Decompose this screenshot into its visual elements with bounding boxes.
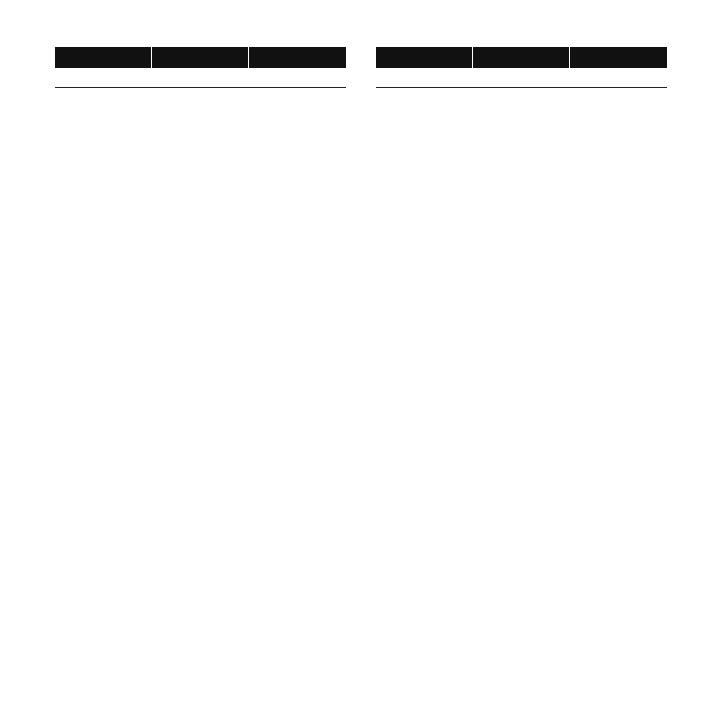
group-28f-header [151,47,249,68]
freeze-table-left [55,47,346,88]
temperature-header [55,47,151,68]
group-32f-header [570,47,668,68]
avg-column-header [200,68,249,88]
freeze-table-right [376,47,667,88]
subheader-row [55,68,346,88]
freeze-table [55,47,346,88]
avg-column-header [521,68,570,88]
year-2017-column-header [249,68,298,88]
group-28f-header [472,47,570,68]
year-2017-column-header [472,68,521,88]
header-row [376,47,667,68]
year-2017-column-header [151,68,200,88]
location-column-header [55,68,151,88]
avg-column-header [297,68,346,88]
header-row [55,47,346,68]
avg-column-header [618,68,667,88]
location-column-header [376,68,472,88]
group-32f-header [249,47,347,68]
subheader-row [376,68,667,88]
temperature-header [376,47,472,68]
year-2017-column-header [570,68,619,88]
freeze-table [376,47,667,88]
